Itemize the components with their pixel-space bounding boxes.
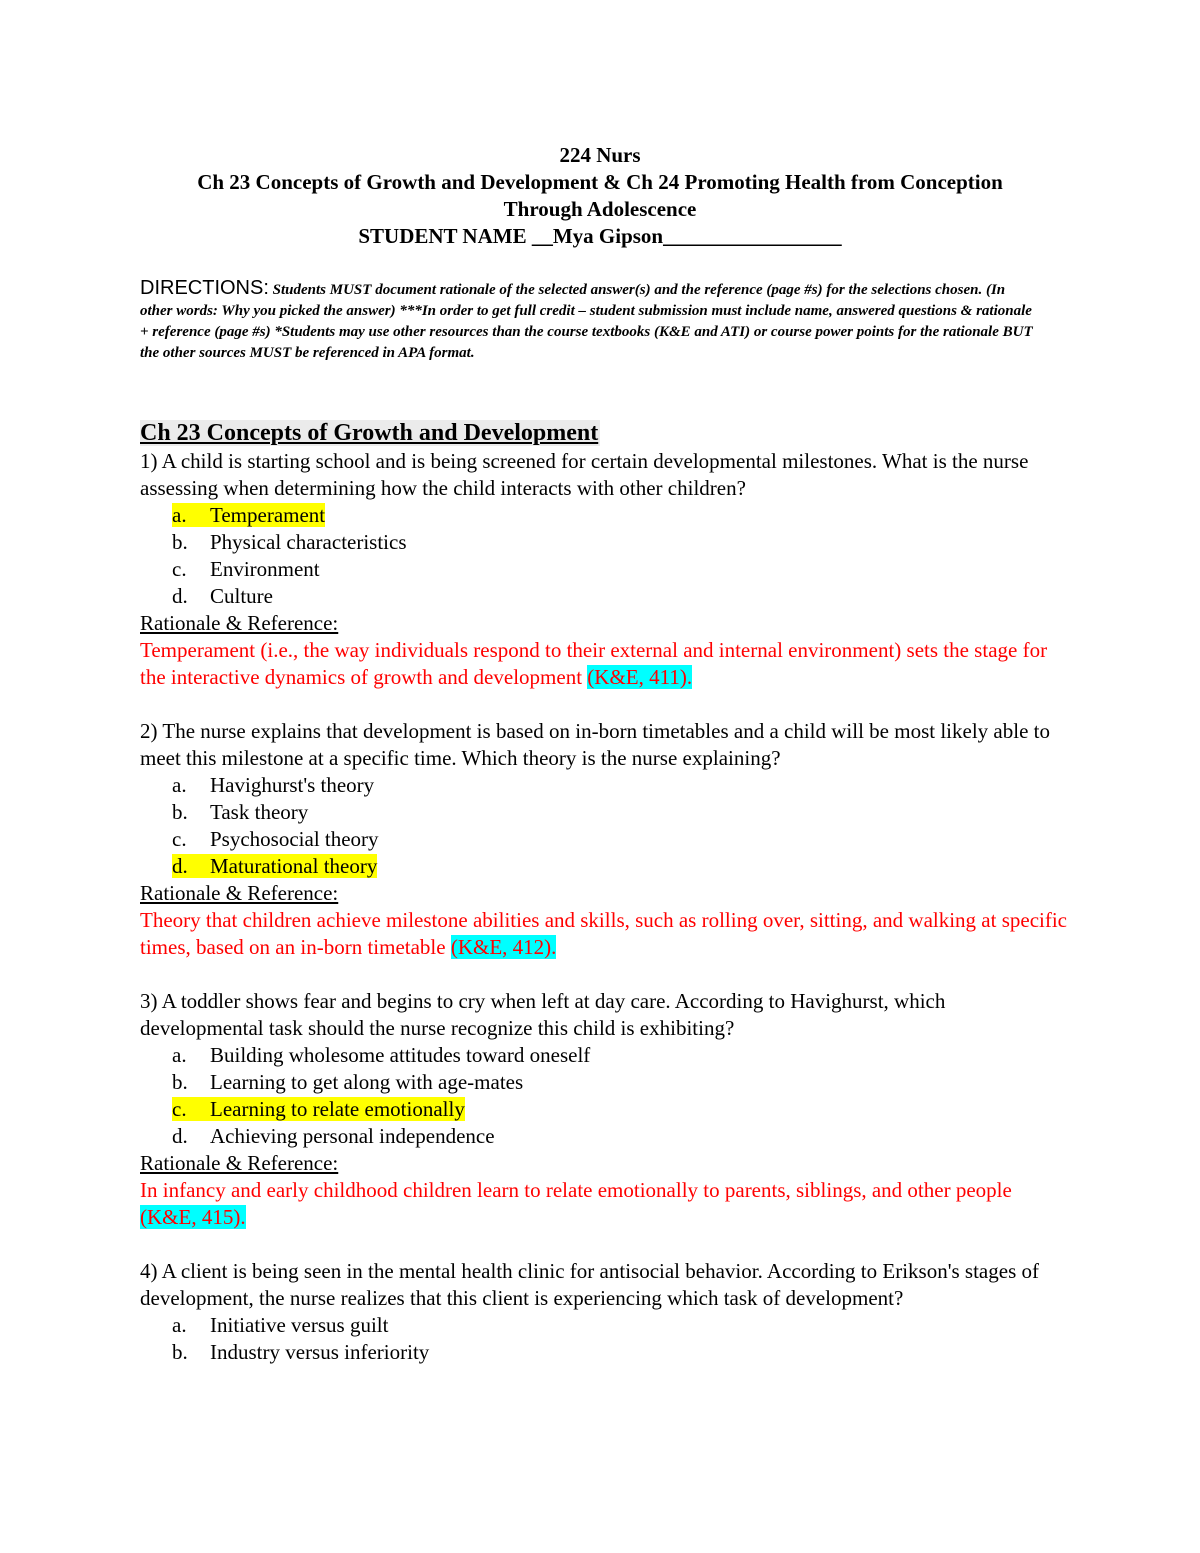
question-2 <box>140 718 1070 961</box>
option-letter: d. <box>172 854 188 878</box>
question-stem: 1) A child is starting school and is being screened for certain developmental milestones. What is the nurse assessing when determining how the child interacts with other children? <box>140 449 1029 500</box>
option-letter: d. <box>172 584 188 608</box>
answer-option-a <box>172 772 1070 799</box>
option-text: Achieving personal independence <box>210 1124 495 1148</box>
questions-list <box>140 448 1070 1393</box>
directions-block <box>140 278 1040 364</box>
question-3 <box>140 988 1070 1231</box>
option-text: Maturational theory <box>210 854 378 878</box>
option-text: Initiative versus guilt <box>210 1313 389 1337</box>
option-letter: b. <box>172 800 188 824</box>
rationale-label: Rationale & Reference: <box>140 611 339 635</box>
option-text: Learning to get along with age-mates <box>210 1070 524 1094</box>
rationale-text <box>140 637 1070 691</box>
answer-options <box>140 1312 1070 1366</box>
directions-text: Students MUST document rationale of the selected answer(s) and the reference (page #s) for the selections chosen. (In other words: Why you picked the answer) ***In order to get full credit – student submission must include name, answered questions & rationale + reference (page #s) *Students may use other resources than the course textbooks (K&E and ATI) or course power points for the rationale BUT the other sources MUST be referenced in APA format. <box>140 282 1033 361</box>
option-letter: a. <box>172 1313 187 1337</box>
answer-option-a <box>172 1042 1070 1069</box>
option-text: Environment <box>210 557 320 581</box>
option-text: Culture <box>210 584 273 608</box>
option-text: Temperament <box>210 503 326 527</box>
option-text: Building wholesome attitudes toward oneself <box>210 1043 591 1067</box>
rationale-body: In infancy and early childhood children learn to relate emotionally to parents, siblings, and other people <box>140 1178 1012 1202</box>
option-letter: a. <box>172 773 187 797</box>
option-letter: a. <box>172 503 187 527</box>
answer-option-b <box>172 1339 1070 1366</box>
option-letter: d. <box>172 1124 188 1148</box>
question-stem: 4) A client is being seen in the mental health clinic for antisocial behavior. According to Erikson's stages of development, the nurse realizes that this client is experiencing which task of development? <box>140 1259 1039 1310</box>
option-letter: b. <box>172 1070 188 1094</box>
answer-option-a <box>172 1312 1070 1339</box>
document-title-line-2: Through Adolescence <box>503 197 697 221</box>
document-title-line-1: Ch 23 Concepts of Growth and Development & Ch 24 Promoting Health from Conception <box>197 170 1003 194</box>
section-heading <box>140 418 600 448</box>
answer-option-b <box>172 529 1070 556</box>
option-letter: a. <box>172 1043 187 1067</box>
answer-option-d <box>172 1123 1070 1150</box>
option-text: Learning to relate emotionally <box>210 1097 465 1121</box>
option-text: Task theory <box>210 800 309 824</box>
rationale-label: Rationale & Reference: <box>140 881 339 905</box>
rationale-text <box>140 1177 1070 1231</box>
section-heading-text: Ch 23 Concepts of Growth and Development <box>140 420 599 446</box>
answer-option-c <box>172 826 1070 853</box>
option-letter: b. <box>172 1340 188 1364</box>
student-name-underline: _________________ <box>663 224 842 248</box>
option-text: Psychosocial theory <box>210 827 379 851</box>
answer-option-c <box>172 556 1070 583</box>
rationale-body: Temperament (i.e., the way individuals respond to their external and internal environment) sets the stage for the interactive dynamics of growth and development <box>140 638 1048 689</box>
document-header <box>100 142 1100 250</box>
question-stem: 2) The nurse explains that development is based on in-born timetables and a child will be most likely able to meet this milestone at a specific time. Which theory is the nurse explaining? <box>140 719 1050 770</box>
question-1 <box>140 448 1070 691</box>
option-letter: b. <box>172 530 188 554</box>
directions-label: DIRECTIONS: <box>140 277 269 299</box>
option-text: Physical characteristics <box>210 530 407 554</box>
reference-citation: (K&E, 411). <box>587 665 693 689</box>
selected-answer-highlight <box>172 1097 465 1121</box>
course-code: 224 Nurs <box>559 143 641 167</box>
answer-options <box>140 1042 1070 1150</box>
answer-option-d <box>172 583 1070 610</box>
option-text: Havighurst's theory <box>210 773 375 797</box>
student-name-value: Mya Gipson <box>552 224 664 248</box>
option-letter: c. <box>172 1097 187 1121</box>
rationale-text <box>140 907 1070 961</box>
rationale-body: Theory that children achieve milestone abilities and skills, such as rolling over, sitting, and walking at specific times, based on an in-born timetable <box>140 908 1068 959</box>
selected-answer-highlight <box>172 503 325 527</box>
question-stem: 3) A toddler shows fear and begins to cry when left at day care. According to Havighurst, which developmental task should the nurse recognize this child is exhibiting? <box>140 989 946 1040</box>
question-4 <box>140 1258 1070 1366</box>
option-text: Industry versus inferiority <box>210 1340 430 1364</box>
reference-citation: (K&E, 412). <box>450 935 557 959</box>
student-name-line <box>100 223 1100 250</box>
option-letter: c. <box>172 827 187 851</box>
student-name-label: STUDENT NAME __ <box>358 224 553 248</box>
reference-citation: (K&E, 415). <box>140 1205 246 1229</box>
answer-options <box>140 502 1070 610</box>
answer-option-b <box>172 799 1070 826</box>
answer-option-b <box>172 1069 1070 1096</box>
answer-options <box>140 772 1070 880</box>
option-letter: c. <box>172 557 187 581</box>
answer-option-c <box>172 1096 1070 1123</box>
rationale-label: Rationale & Reference: <box>140 1151 339 1175</box>
answer-option-d <box>172 853 1070 880</box>
selected-answer-highlight <box>172 854 377 878</box>
answer-option-a <box>172 502 1070 529</box>
